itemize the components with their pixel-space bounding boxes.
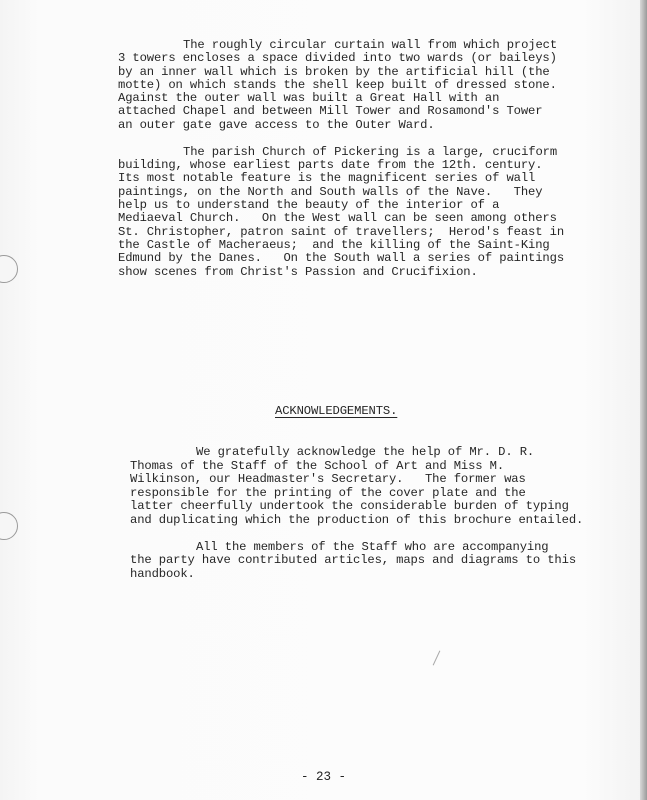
punch-hole: [0, 512, 18, 540]
text-line: St. Christopher, patron saint of travellers; Herod's feast in: [118, 225, 565, 239]
text-line: Against the outer wall was built a Great Hall with an: [118, 91, 500, 105]
text-line: Mediaeval Church. On the West wall can be seen among others: [118, 211, 557, 225]
page-number: - 23 -: [300, 770, 346, 784]
text-line: All the members of the Staff who are accompanying: [196, 540, 549, 554]
text-line: by an inner wall which is broken by the artificial hill (the: [118, 65, 550, 79]
text-line: handbook.: [130, 567, 195, 581]
pencil-mark: [433, 651, 441, 666]
acknowledgements-heading: ACKNOWLEDGEMENTS.: [275, 404, 398, 418]
text-line: an outer gate gave access to the Outer Ward.: [118, 118, 435, 132]
text-line: show scenes from Christ's Passion and Crucifixion.: [118, 265, 478, 279]
text-line: attached Chapel and between Mill Tower and Rosamond's Tower: [118, 104, 543, 118]
text-line: The roughly circular curtain wall from which project: [183, 38, 558, 52]
text-line: and duplicating which the production of this brochure entailed.: [130, 513, 584, 527]
text-line: latter cheerfully undertook the considerable burden of typing: [130, 499, 569, 513]
text-line: We gratefully acknowledge the help of Mr. D. R.: [196, 445, 535, 459]
text-line: motte) on which stands the shell keep built of dressed stone.: [118, 78, 557, 92]
text-line: The parish Church of Pickering is a large, cruciform: [183, 145, 558, 159]
text-line: the Castle of Macheraeus; and the killing of the Saint-King: [118, 238, 550, 252]
text-line: Edmund by the Danes. On the South wall a series of paintings: [118, 251, 565, 265]
page-edge-shadow: [640, 0, 647, 800]
text-line: paintings, on the North and South walls of the Nave. They: [118, 185, 543, 199]
text-line: 3 towers encloses a space divided into two wards (or baileys): [118, 51, 557, 65]
text-line: responsible for the printing of the cover plate and the: [130, 486, 526, 500]
text-line: Thomas of the Staff of the School of Art and Miss M.: [130, 459, 505, 473]
text-line: Its most notable feature is the magnificent series of wall: [118, 171, 536, 185]
text-line: help us to understand the beauty of the interior of a: [118, 198, 500, 212]
punch-hole: [0, 255, 18, 283]
text-line: building, whose earliest parts date from the 12th. century.: [118, 158, 543, 172]
text-line: the party have contributed articles, maps and diagrams to this: [130, 553, 577, 567]
text-line: Wilkinson, our Headmaster's Secretary. The former was: [130, 472, 526, 486]
